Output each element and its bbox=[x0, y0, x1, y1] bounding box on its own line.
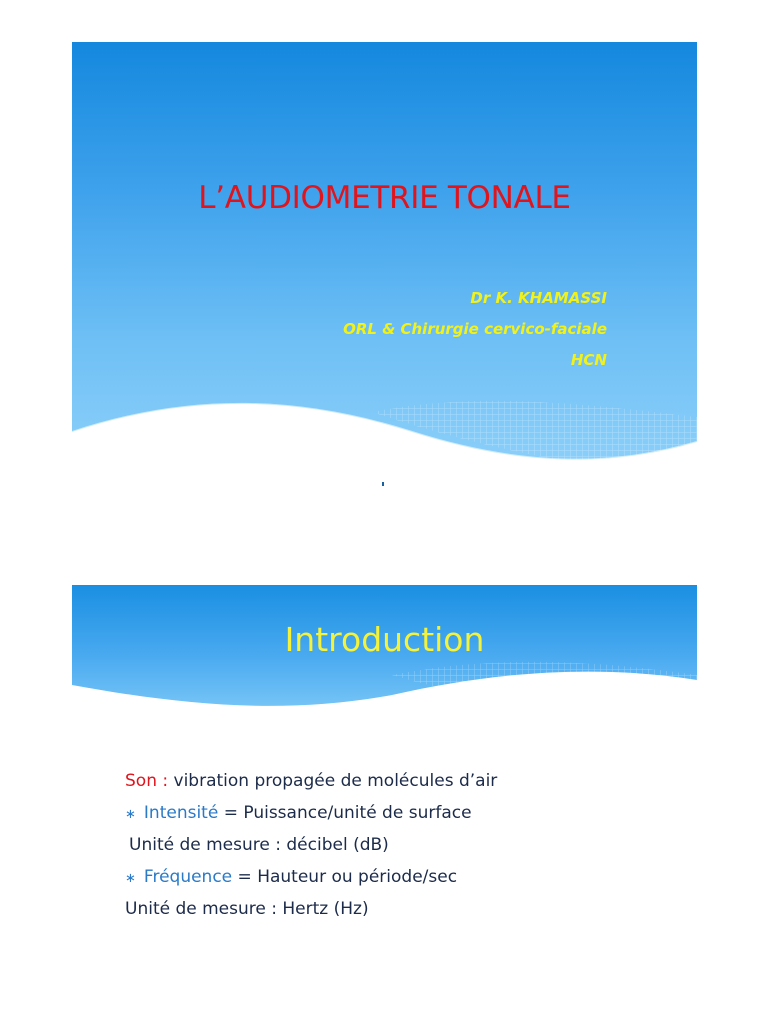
list-item bbox=[125, 797, 497, 829]
author-name: Dr K. KHAMASSI bbox=[470, 289, 607, 307]
unit-text: Unité de mesure : décibel (dB) bbox=[129, 835, 389, 855]
list-item bbox=[129, 829, 497, 861]
term-label: Son : bbox=[125, 771, 169, 791]
term-label: Intensité bbox=[143, 803, 219, 823]
list-item bbox=[125, 861, 497, 893]
introduction-slide bbox=[72, 585, 697, 1024]
intro-content bbox=[125, 765, 497, 925]
list-item bbox=[125, 893, 497, 925]
term-definition: = Hauteur ou période/sec bbox=[232, 867, 458, 887]
asterisk-bullet-icon: ∗ bbox=[125, 807, 136, 822]
term-definition: = Puissance/unité de surface bbox=[218, 803, 472, 823]
term-label: Fréquence bbox=[143, 867, 233, 887]
title-slide bbox=[72, 42, 697, 513]
asterisk-bullet-icon: ∗ bbox=[125, 871, 136, 886]
unit-text: Unité de mesure : Hertz (Hz) bbox=[125, 899, 369, 919]
term-definition: vibration propagée de molécules d’air bbox=[168, 771, 498, 791]
list-item bbox=[125, 765, 497, 797]
wave-decoration bbox=[72, 645, 697, 755]
wave-decoration bbox=[72, 372, 697, 513]
author-institution: HCN bbox=[570, 351, 607, 369]
presentation-title: L’AUDIOMETRIE TONALE bbox=[198, 180, 571, 216]
page-mark bbox=[382, 482, 384, 486]
author-department: ORL & Chirurgie cervico-faciale bbox=[343, 320, 607, 338]
slide-title: Introduction bbox=[284, 620, 485, 659]
